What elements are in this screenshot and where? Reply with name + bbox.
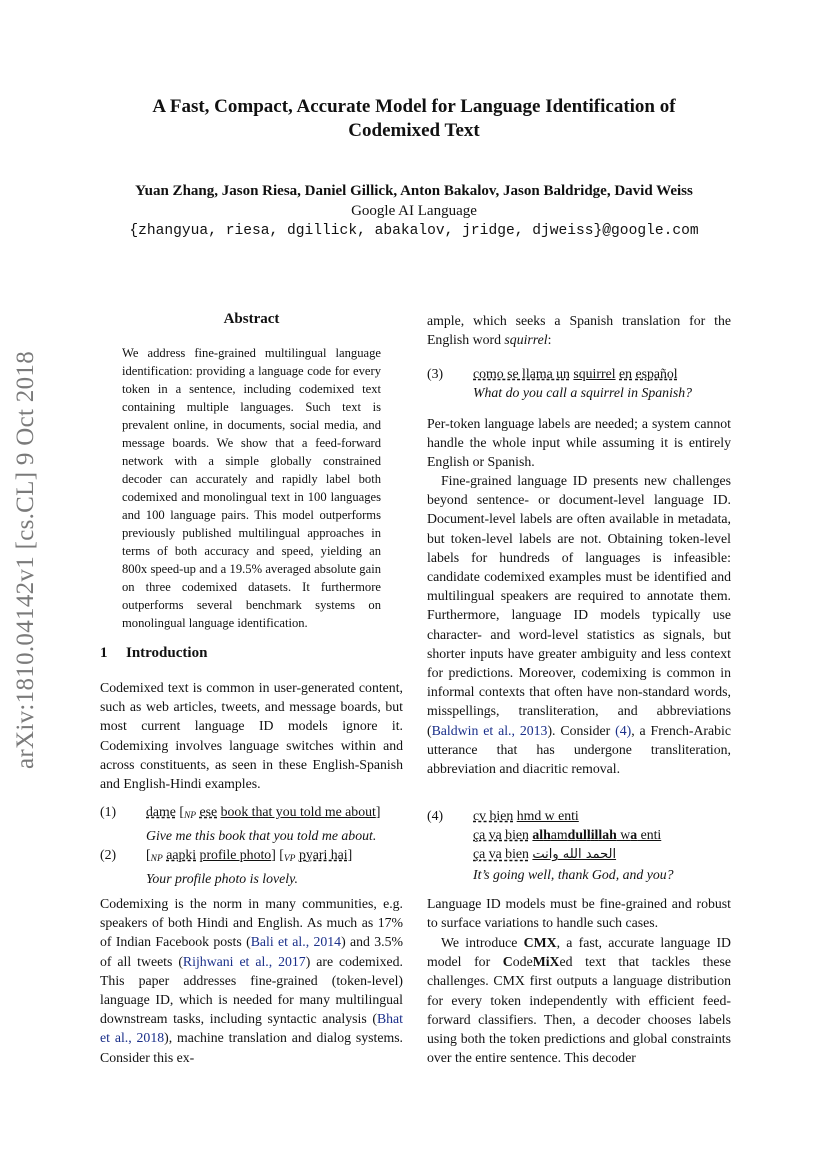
example-3: (3) como se llama un squirrel en español What do you call a squirrel in Spanish? bbox=[427, 364, 737, 404]
example-reference-4[interactable]: (4) bbox=[615, 722, 632, 738]
citation-rijhwani[interactable]: Rijhwani et al., 2017 bbox=[182, 953, 306, 969]
right-paragraph-1: Per-token language labels are needed; a system cannot handle the whole input while assuming it is entirely English or Spanish. bbox=[427, 416, 731, 470]
title-line-2: Codemixed Text bbox=[348, 120, 480, 141]
arxiv-identifier: arXiv:1810.04142v1 [cs.CL] 9 Oct 2018 bbox=[12, 351, 39, 769]
intro-paragraph-1: Codemixed text is common in user-generated content, such as web articles, tweets, and message boards, but most current language ID models ignore it. Codemixing involves language switches within and across constituents, as seen in these English-Spanish and English-Hindi examples. bbox=[100, 680, 403, 792]
right-paragraph-2: Fine-grained language ID presents new challenges beyond sentence- or document-level language ID. Document-level labels are often available in metadata, but token-level labels are not. Obtaining token-level labels for hundreds of languages is infeasible: candidate codemixed examples must be identified and multilingual speakers are required to annotate them. Furthermore, language ID models typically use character- and word-level statistics as signals, but shorter inputs have greater ambiguity and less context for predictions. Moreover, codemixing is common in informal contexts that often have non-standard words, misspellings, transliteration, and abbreviations (Baldwin et al., 2013). Consider (4), a French-Arabic utterance that has undergone transliteration, abbreviation and diacritic removal. bbox=[427, 473, 732, 777]
model-name-cmx: CMX bbox=[523, 935, 557, 950]
ex2-english-phrase: profile photo bbox=[199, 847, 272, 862]
section-number: 1 bbox=[100, 645, 108, 661]
section-heading-introduction bbox=[100, 645, 400, 662]
example-number: (1) bbox=[100, 804, 117, 819]
example-1: (1) dame [$_{NP}$ ese book that you told me about] Give me this book that you told me about. bbox=[100, 802, 410, 842]
abstract-heading: Abstract bbox=[223, 311, 280, 327]
example-number: (2) bbox=[100, 847, 117, 862]
section-title: Introduction bbox=[126, 645, 208, 661]
ex4-gloss: It’s going well, thank God, and you? bbox=[473, 866, 674, 882]
ex2-word-aapki: aapki bbox=[166, 847, 197, 862]
intro-paragraph-2: Codemixing is the norm in many communities, e.g. speakers of both Hindi and English. As much as 17% of Indian Facebook posts (Bali et al., 2014) and 3.5% of all tweets (Rijhwani et al., 2017) are codemixed. This paper addresses fine-grained (token-level) language ID, which is needed for many multilingual downstream tasks, including syntactic analysis (Bhat et al., 2018), machine translation and dialog systems. Consider this ex- bbox=[100, 896, 404, 1065]
example-2: (2) [$_{NP}$ aapki profile photo] [$_{VP}$ pyari hai] Your profile photo is lovely. bbox=[100, 845, 410, 885]
ex2-gloss: Your profile photo is lovely. bbox=[146, 871, 298, 887]
example-number: (4) bbox=[427, 808, 444, 823]
right-paragraph-4: We introduce CMX, a fast, accurate language ID model for CodeMiXed text that tackles these challenges. CMX first outputs a language distribution for every token independently with efficient feed-forward classifiers. Then, a decoder chooses labels using both the token predictions and global constraints over the entire sentence. This decoder bbox=[427, 935, 731, 1066]
ex1-word-dame: dame bbox=[146, 804, 176, 819]
title-line-1: A Fast, Compact, Accurate Model for Language Identification of bbox=[152, 96, 676, 117]
ex4-arabic-phrase: الحمد الله وانت bbox=[532, 847, 617, 863]
ex3-english-word: squirrel bbox=[573, 366, 616, 381]
citation-bali[interactable]: Bali et al., 2014 bbox=[250, 934, 342, 950]
ex3-spanish-phrase: como se llama un bbox=[473, 366, 570, 381]
ex3-gloss: What do you call a squirrel in Spanish? bbox=[473, 385, 693, 401]
ex1-word-ese: ese bbox=[199, 804, 218, 819]
author-list: Yuan Zhang, Jason Riesa, Daniel Gillick, Anton Bakalov, Jason Baldridge, David Weiss bbox=[135, 183, 693, 199]
author-emails: {zhangyua, riesa, dgillick, abakalov, jridge, djweiss}@google.com bbox=[129, 223, 699, 239]
abstract-text: We address fine-grained multilingual language identification: providing a language code for every token in a sentence, including codemixed text containing multiple languages. Such text is prevalent online, in documents, social media, and message boards. We show that a feed-forward network with a simple globally constrained decoder can accurately and rapidly label both codemixed and monolingual text in 100 languages and 100 language pairs. This model outperforms previously published multilingual approaches in terms of both accuracy and speed, yielding an 800x speed-up and a 19.5% averaged absolute gain on three codemixed datasets. It furthermore outperforms several benchmark systems on monolingual language identification. bbox=[122, 346, 381, 630]
right-paragraph-3: Language ID models must be fine-grained and robust to surface variations to handle such cases. bbox=[427, 896, 731, 931]
affiliation: Google AI Language bbox=[351, 203, 477, 219]
right-paragraph-0: ample, which seeks a Spanish translation for the English word squirrel: bbox=[427, 313, 731, 348]
citation-baldwin[interactable]: Baldwin et al., 2013 bbox=[431, 722, 548, 738]
paper-title bbox=[90, 95, 738, 143]
example-4: (4) cv bien hmd w enti ça va bien alhamdullillah wa enti ça va bien الحمد الله وانت It’s going well, thank God, and you? bbox=[427, 806, 737, 886]
example-number: (3) bbox=[427, 366, 444, 381]
citation-bhat[interactable]: Bhat et al., 2018 bbox=[100, 1011, 403, 1046]
ex1-gloss: Give me this book that you told me about. bbox=[146, 828, 377, 844]
ex2-hindi-phrase: pyari hai bbox=[298, 847, 348, 862]
ex1-english-phrase: book that you told me about bbox=[220, 804, 376, 819]
